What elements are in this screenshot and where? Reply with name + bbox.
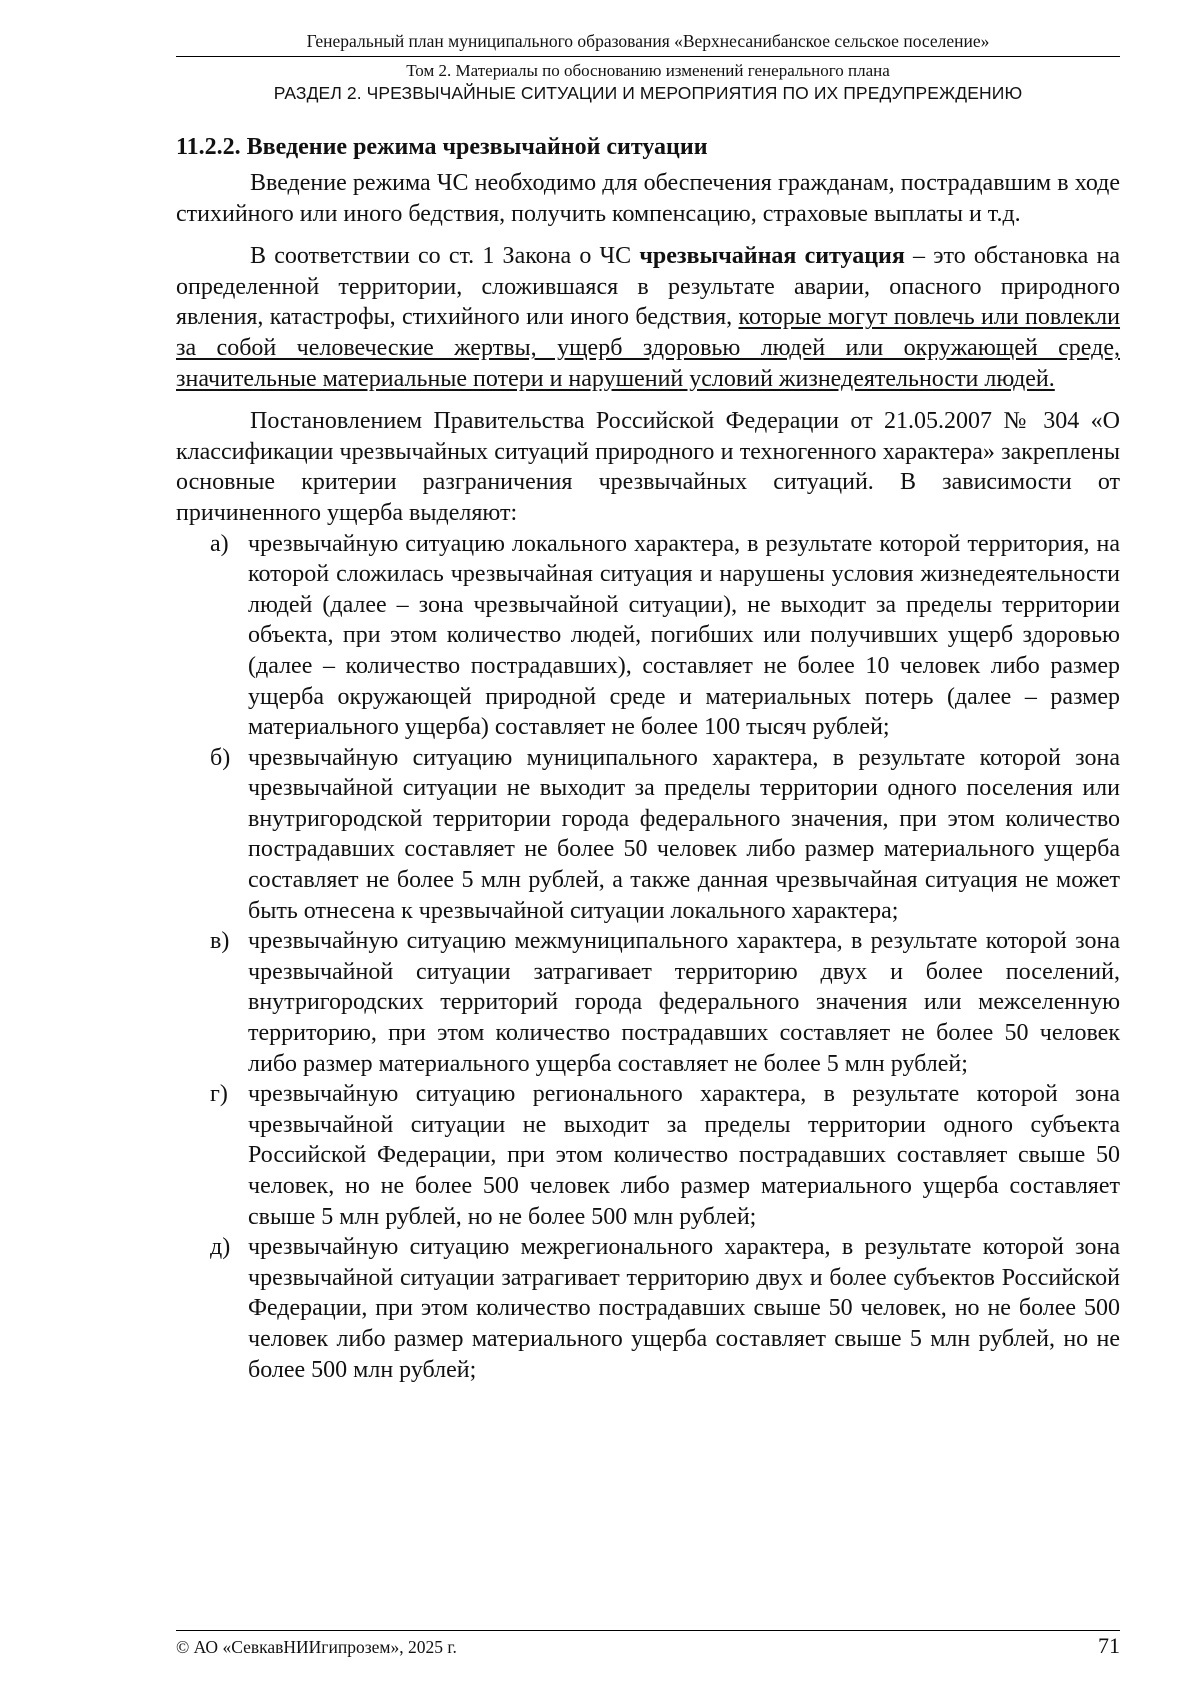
definition-text-start: В соответствии со ст. 1 Закона о ЧС bbox=[250, 243, 640, 270]
page-number: 71 bbox=[1098, 1633, 1120, 1658]
list-item-text: чрезвычайную ситуацию регионального характера, в результате которой зона чрезвычайной ситуации не выходит за пределы территории одного субъекта Российской Федерации, при этом количество пострадавших составляет свыше 50 человек, но не более 500 человек либо размер материального ущерба составляет свыше 5 млн рублей, но не более 500 млн рублей; bbox=[248, 1081, 1120, 1230]
header-plan-title: Генеральный план муниципального образования «Верхнесанибанское сельское поселение» bbox=[306, 31, 990, 51]
list-marker: г) bbox=[210, 1081, 228, 1108]
paragraph-intro: Введение режима ЧС необходимо для обеспечения гражданам, пострадавшим в ходе стихийного или иного бедствия, получить компенсацию, страховые выплаты и т.д. bbox=[176, 170, 1120, 227]
list-item-text: чрезвычайную ситуацию межрегионального характера, в результате которой зона чрезвычайной ситуации затрагивает территорию двух и более субъектов Российской Федерации, при этом количество пострадавших свыше 50 человек, но не более 500 человек либо размер материального ущерба составляет свыше 5 млн рублей, но не более 500 млн рублей; bbox=[248, 1234, 1120, 1383]
list-marker: д) bbox=[210, 1234, 231, 1261]
list-item bbox=[176, 1232, 1120, 1385]
page-header bbox=[176, 30, 1120, 105]
list-item-text: чрезвычайную ситуацию локального характера, в результате которой территория, на которой сложилась чрезвычайная ситуация и нарушены условия жизнедеятельности людей (далее – зона чрезвычайной ситуации), не выходит за пределы территории объекта, при этом количество людей, погибших или получивших ущерб здоровью (далее – количество пострадавших), составляет не более 10 человек либо размер ущерба окружающей природной среде и материальных потерь (далее – размер материального ущерба) составляет не более 100 тысяч рублей; bbox=[248, 530, 1120, 741]
list-marker: в) bbox=[210, 928, 230, 955]
list-item bbox=[176, 529, 1120, 743]
list-item-text: чрезвычайную ситуацию муниципального характера, в результате которой зона чрезвычайной ситуации не выходит за пределы территории одного поселения или внутригородской территории города федерального значения, при этом количество пострадавших составляет не более 50 человек либо размер материального ущерба составляет не более 5 млн рублей, а также данная чрезвычайная ситуация не может быть отнесена к чрезвычайной ситуации локального характера; bbox=[248, 744, 1120, 924]
paragraph-classification: Постановлением Правительства Российской Федерации от 21.05.2007 № 304 «О классификации чрезвычайных ситуаций природного и техногенного характера» закреплены основные критерии разграничения чрезвычайных ситуаций. В зависимости от причиненного ущерба выделяют: bbox=[176, 408, 1120, 526]
section-title: 11.2.2. Введение режима чрезвычайной ситуации bbox=[176, 134, 708, 160]
classification-list bbox=[176, 529, 1120, 1386]
list-item-text: чрезвычайную ситуацию межмуниципального характера, в результате которой зона чрезвычайной ситуации затрагивает территорию двух и более поселений, внутригородских территорий города федерального значения или межселенную территорию, при этом количество пострадавших составляет не более 50 человек либо размер материального ущерба составляет не более 5 млн рублей; bbox=[248, 928, 1120, 1077]
paragraph-definition bbox=[176, 241, 1120, 394]
list-marker: а) bbox=[210, 530, 229, 557]
list-item bbox=[176, 926, 1120, 1079]
list-marker: б) bbox=[210, 744, 231, 771]
footer-copyright: © АО «СевкавНИИгипрозем», 2025 г. bbox=[176, 1637, 457, 1657]
page-body bbox=[176, 132, 1120, 1385]
list-item bbox=[176, 1079, 1120, 1232]
header-divider bbox=[176, 56, 1120, 57]
list-item bbox=[176, 743, 1120, 927]
page-footer bbox=[176, 1630, 1120, 1659]
header-section: РАЗДЕЛ 2. ЧРЕЗВЫЧАЙНЫЕ СИТУАЦИИ И МЕРОПРИЯТИЯ ПО ИХ ПРЕДУПРЕЖДЕНИЮ bbox=[273, 83, 1023, 103]
header-volume: Том 2. Материалы по обоснованию изменений генерального плана bbox=[406, 61, 890, 80]
definition-underlined-text: которые могут повлечь или повлекли за собой человеческие жертвы, ущерб здоровью людей или окружающей среде, значительные материальные потери и нарушений условий жизнедеятельности людей. bbox=[176, 304, 1121, 392]
definition-term: чрезвычайная ситуация bbox=[639, 243, 905, 270]
definition-text-middle: – это обстановка на определенной территории, сложившаяся в результате аварии, опасного природного явления, катастрофы, стихийного или иного бедствия, bbox=[176, 243, 1120, 331]
